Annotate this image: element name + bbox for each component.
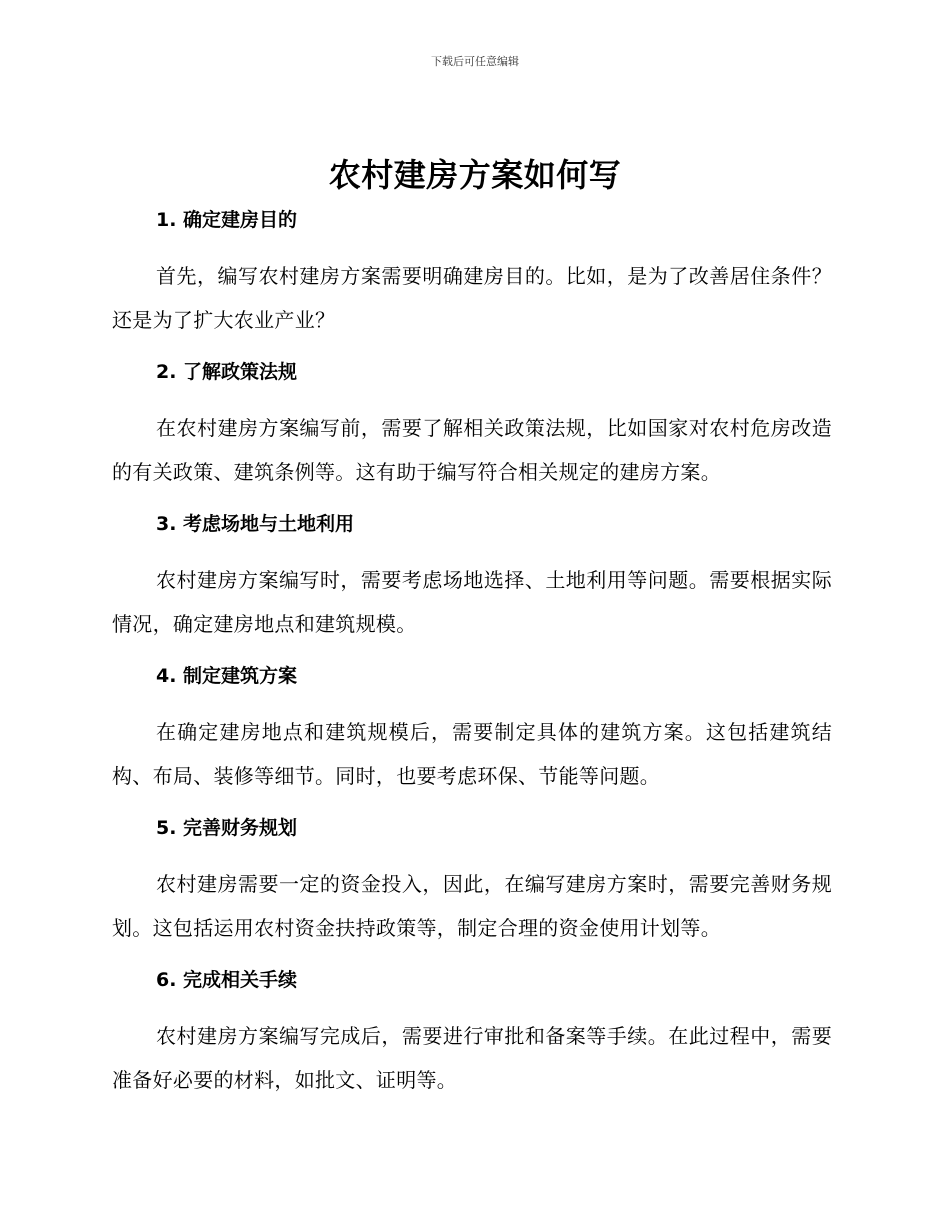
section-heading: 1. 确定建房目的 [156, 209, 298, 231]
section-2 [112, 358, 832, 494]
section-body: 在农村建房方案编写前，需要了解相关政策法规，比如国家对农村危房改造的有关政策、建筑条例等。这有助于编写符合相关规定的建房方案。 [112, 416, 832, 484]
section-body: 农村建房方案编写完成后，需要进行审批和备案等手续。在此过程中，需要准备好必要的材料，如批文、证明等。 [112, 1024, 832, 1092]
section-heading: 6. 完成相关手续 [156, 969, 298, 991]
section-5 [112, 814, 832, 950]
section-body: 农村建房方案编写时，需要考虑场地选择、土地利用等问题。需要根据实际情况，确定建房地点和建筑规模。 [112, 568, 832, 636]
section-3 [112, 510, 832, 646]
section-body: 在确定建房地点和建筑规模后，需要制定具体的建筑方案。这包括建筑结构、布局、装修等细节。同时，也要考虑环保、节能等问题。 [112, 720, 832, 788]
section-body: 首先，编写农村建房方案需要明确建房目的。比如，是为了改善居住条件？还是为了扩大农业产业？ [112, 264, 832, 332]
section-heading: 4. 制定建筑方案 [156, 665, 298, 687]
page-header-note: 下载后可任意编辑 [431, 55, 519, 68]
section-body: 农村建房需要一定的资金投入，因此，在编写建房方案时，需要完善财务规划。这包括运用农村资金扶持政策等，制定合理的资金使用计划等。 [112, 872, 832, 940]
section-heading: 2. 了解政策法规 [156, 361, 298, 383]
section-6 [112, 966, 832, 1102]
section-1 [112, 206, 832, 342]
document-title: 农村建房方案如何写 [328, 156, 622, 194]
section-4 [112, 662, 832, 798]
section-heading: 3. 考虑场地与土地利用 [156, 513, 355, 535]
section-heading: 5. 完善财务规划 [156, 817, 298, 839]
